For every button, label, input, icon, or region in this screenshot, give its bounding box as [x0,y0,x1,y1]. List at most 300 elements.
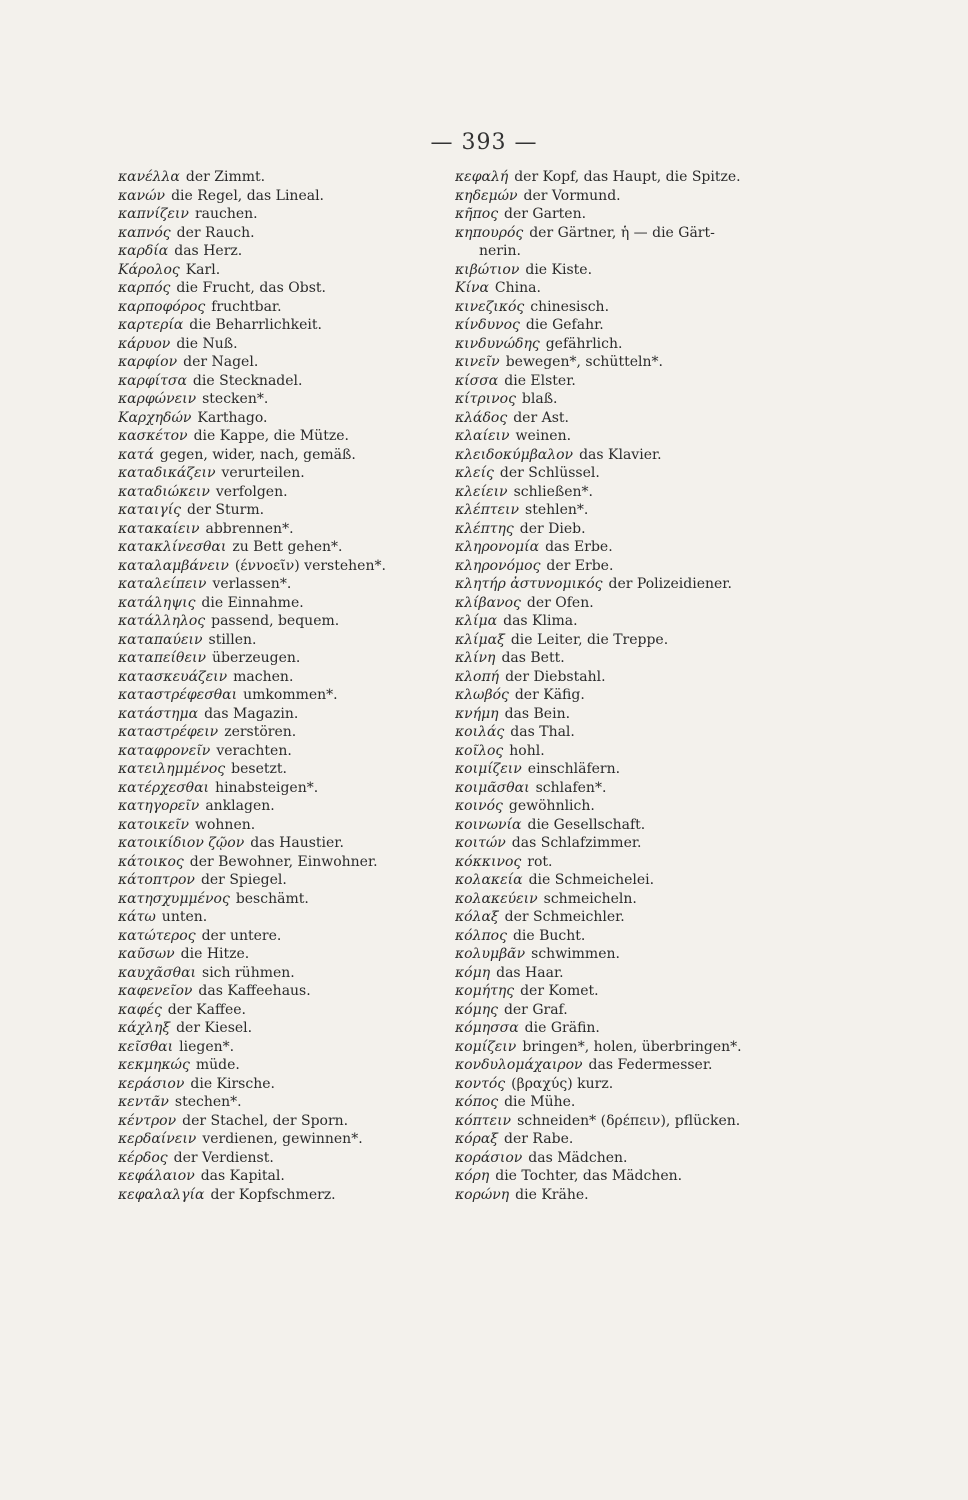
dictionary-entry [455,907,815,926]
german-translation: der Rabe. [504,1131,574,1147]
greek-term: κατασκευάζειν [118,668,228,685]
dictionary-entry [455,981,815,1000]
german-translation: rot. [527,853,553,870]
german-translation: schlafen*. [535,779,607,796]
german-translation: unten. [161,909,208,925]
german-translation: müde. [195,1057,240,1073]
dictionary-entry [118,519,468,538]
greek-term: κέντρον [118,1112,177,1129]
left-column [118,167,468,1203]
greek-term: κατοικεῖν [118,816,189,833]
greek-term: κατάστημα [118,705,199,722]
dictionary-entry [118,1018,468,1037]
dictionary-entry [455,500,815,519]
german-translation: der Verdienst. [173,1149,274,1166]
dictionary-entry [118,630,468,649]
german-translation: der Zimmt. [185,169,266,185]
german-translation: hinabsteigen*. [215,779,319,796]
german-translation: das Kapital. [200,1168,285,1184]
greek-term: κανέλλα [118,169,180,185]
dictionary-entry [118,778,468,797]
german-translation: gegen, wider, nach, gemäß. [159,446,356,463]
greek-term: κατακλίνεσθαι [118,539,227,555]
german-translation: das Mädchen. [528,1149,628,1166]
dictionary-entry [118,556,468,575]
german-translation: der Komet. [520,983,599,999]
dictionary-entry [118,241,468,260]
greek-term: καυχᾶσθαι [118,964,197,981]
german-translation: das Thal. [510,724,575,740]
german-translation: der untere. [201,927,282,944]
german-translation: der Diebstahl. [505,668,606,685]
greek-term: κορώνη [455,1186,510,1203]
greek-term: κηπουρός [455,224,524,241]
dictionary-entry [118,408,468,427]
greek-term: κόπτειν [455,1112,512,1129]
german-translation: machen. [233,668,294,685]
greek-term: καταφρονεῖν [118,742,211,759]
greek-term: κοιμᾶσθαι [455,779,530,796]
german-translation: das Klavier. [579,446,662,463]
dictionary-entry [455,241,815,260]
german-translation: die Einnahme. [201,594,304,611]
dictionary-entry [118,722,468,741]
greek-term: κνήμη [455,705,499,722]
dictionary-entry [118,334,468,353]
greek-term: κόλαξ [455,909,499,925]
german-translation: das Magazin. [204,705,299,722]
dictionary-entry [455,926,815,945]
german-translation: blaß. [521,391,558,407]
right-column [455,167,815,1203]
greek-term: κομήτης [455,983,515,999]
german-translation: das Schlafzimmer. [511,835,642,851]
greek-term: καῦσων [118,946,175,962]
german-translation: schließen*. [513,483,593,500]
greek-term: κοντός [455,1075,506,1092]
german-translation: die Elster. [504,372,576,389]
german-translation: stillen. [208,631,257,648]
german-translation: das Bett. [501,650,565,666]
german-translation: die Krähe. [515,1186,589,1203]
greek-term: κατάληψις [118,594,196,611]
dictionary-entry [455,944,815,963]
greek-term: Κίνα [455,280,489,296]
greek-term: κεκμηκώς [118,1057,190,1073]
greek-term: κόμησσα [455,1020,519,1036]
german-translation: nerin. [479,243,521,259]
german-translation: der Vormund. [523,187,621,204]
german-translation: der Schmeichler. [504,909,625,925]
greek-term: κλίμα [455,613,498,629]
greek-term: κινεζικός [455,298,525,315]
greek-term: Κάρολος [118,261,180,278]
german-translation: der Ofen. [526,594,594,611]
greek-term: κινεῖν [455,354,500,370]
greek-term: κόμη [455,964,491,981]
greek-term: κεντᾶν [118,1094,169,1110]
greek-term: κεφαλαλγία [118,1186,205,1203]
greek-term: κλαίειν [455,428,510,444]
german-translation: stehlen*. [525,502,589,518]
german-translation: die Gesellschaft. [527,816,646,833]
german-translation: der Kopf, das Haupt, die Spitze. [514,169,741,185]
dictionary-entry [455,1074,815,1093]
greek-term: κατησχυμμένος [118,890,230,907]
dictionary-entry [455,389,815,408]
dictionary-entry [455,852,815,871]
dictionary-entry [118,944,468,963]
greek-term: κεφαλή [455,169,509,185]
german-translation: verdienen, gewinnen*. [202,1131,363,1147]
german-translation: der Dieb. [519,520,586,537]
german-translation: die Kappe, die Mütze. [193,428,349,444]
dictionary-entry [118,204,468,223]
dictionary-entry [455,1018,815,1037]
greek-term: καταστρέφεσθαι [118,687,238,703]
dictionary-entry [118,1111,468,1130]
greek-term: κατάλληλος [118,613,206,629]
greek-term: καταπείθειν [118,650,206,666]
dictionary-entry [118,833,468,852]
greek-term: κῆπος [455,206,499,222]
german-translation: der Ast. [513,409,569,426]
german-translation: der Nagel. [183,354,259,370]
dictionary-entry [118,260,468,279]
dictionary-entry [455,963,815,982]
german-translation: schneiden* (δρέπειν), pflücken. [517,1112,741,1129]
greek-term: καταλείπειν [118,576,207,592]
german-translation: die Gräfin. [524,1020,600,1036]
german-translation: chinesisch. [530,298,610,315]
dictionary-entry [118,1000,468,1019]
dictionary-entry [455,741,815,760]
greek-term: κινδυνώδης [455,335,540,352]
dictionary-entry [455,1185,815,1204]
dictionary-entry [455,796,815,815]
german-translation: die Gefahr. [525,317,604,333]
german-translation: die Regel, das Lineal. [171,187,324,204]
greek-term: κάχληξ [118,1020,171,1036]
dictionary-entry [118,648,468,667]
dictionary-entry [455,463,815,482]
greek-term: κόρη [455,1168,490,1184]
greek-term: κλίβανος [455,594,521,611]
dictionary-entry [118,1092,468,1111]
german-translation: bewegen*, schütteln*. [505,354,663,370]
greek-term: κληρονόμος [455,557,541,574]
german-translation: das Federmesser. [588,1057,713,1073]
greek-term: κέρδος [118,1149,168,1166]
greek-term: κλέπτης [455,520,514,537]
german-translation: (έννοεῖν) verstehen*. [234,557,386,574]
german-translation: die Kiste. [525,261,593,278]
german-translation: rauchen. [194,206,258,222]
dictionary-entry [455,611,815,630]
greek-term: κατέρχεσθαι [118,779,210,796]
dictionary-entry [118,1074,468,1093]
greek-term: κλάδος [455,409,508,426]
greek-term: κολακεία [455,872,523,888]
greek-term: κλειδοκύμβαλον [455,446,574,463]
german-translation: besetzt. [231,761,287,777]
greek-term: κλίνη [455,650,496,666]
greek-term: κοιμίζειν [455,761,522,777]
greek-term: κασκέτον [118,428,188,444]
dictionary-entry [455,1111,815,1130]
greek-term: κληρονομία [455,539,540,555]
greek-term: κλωβός [455,687,509,703]
dictionary-entry [455,297,815,316]
german-translation: gewöhnlich. [508,798,595,814]
greek-term: κοιτών [455,835,506,851]
dictionary-entry [455,1129,815,1148]
german-translation: der Kopfschmerz. [210,1186,336,1203]
german-translation: der Polizeidiener. [608,576,732,592]
dictionary-entry [118,1129,468,1148]
german-translation: weinen. [515,428,572,444]
german-translation: der Rauch. [176,224,255,241]
dictionary-entry [118,907,468,926]
dictionary-entry [455,1000,815,1019]
german-translation: die Nuß. [176,335,238,352]
dictionary-entry [118,223,468,242]
german-translation: (βραχύς) kurz. [511,1075,614,1092]
greek-term: καπνίζειν [118,206,189,222]
german-translation: gefährlich. [545,335,623,352]
dictionary-entry [118,315,468,334]
dictionary-entry [118,981,468,1000]
german-translation: hohl. [509,742,545,759]
dictionary-entry [118,537,468,556]
german-translation: abbrennen*. [205,520,294,537]
german-translation: die Frucht, das Obst. [176,280,326,296]
german-translation: verachten. [216,742,292,759]
dictionary-entry [118,1185,468,1204]
dictionary-entry [118,500,468,519]
dictionary-entry [455,1055,815,1074]
dictionary-entry [455,445,815,464]
german-translation: zu Bett gehen*. [232,539,343,555]
dictionary-entry [455,778,815,797]
greek-term: καρφίτσα [118,372,187,389]
german-translation: die Hitze. [180,946,250,962]
german-translation: wohnen. [195,816,256,833]
dictionary-entry [118,593,468,612]
greek-term: κόπος [455,1094,499,1110]
german-translation: zerstören. [224,724,297,740]
dictionary-entry [118,1148,468,1167]
dictionary-entry [118,926,468,945]
dictionary-entry [455,704,815,723]
dictionary-entry [455,685,815,704]
greek-term: κάρυον [118,335,171,352]
german-translation: der Erbe. [546,557,614,574]
german-translation: stechen*. [174,1094,242,1110]
dictionary-entry [118,685,468,704]
greek-term: κεῖσθαι [118,1038,174,1055]
german-translation: China. [494,280,541,296]
greek-term: καταλαμβάνειν [118,557,229,574]
german-translation: der Stachel, der Sporn. [182,1112,349,1129]
dictionary-entry [118,352,468,371]
greek-term: κλητήρ ἀστυνομικός [455,576,603,592]
german-translation: liegen*. [179,1038,235,1055]
german-translation: verurteilen. [221,465,305,481]
dictionary-entry [455,1166,815,1185]
greek-term: κομίζειν [455,1038,517,1055]
dictionary-entry [118,482,468,501]
dictionary-entry [455,722,815,741]
dictionary-entry [455,223,815,242]
german-translation: die Stecknadel. [192,372,303,389]
german-translation: der Kiesel. [176,1020,253,1036]
german-translation: der Graf. [503,1001,568,1018]
greek-term: κίσσα [455,372,499,389]
german-translation: Karl. [185,261,221,278]
greek-term: κοινωνία [455,816,522,833]
dictionary-entry [455,630,815,649]
greek-term: κοῖλος [455,742,504,759]
dictionary-entry [118,278,468,297]
dictionary-entry [455,278,815,297]
greek-term: κάτοπτρον [118,872,195,888]
german-translation: die Beharrlichkeit. [189,317,322,333]
dictionary-entry [455,889,815,908]
greek-term: κολακεύειν [455,890,538,907]
greek-term: κόμης [455,1001,498,1018]
dictionary-entry [118,889,468,908]
greek-term: καταδιώκειν [118,483,210,500]
greek-term: κατακαίειν [118,520,200,537]
dictionary-entry [118,759,468,778]
greek-term: κοινός [455,798,503,814]
greek-term: κατά [118,446,154,463]
dictionary-entry [118,186,468,205]
dictionary-entry [455,334,815,353]
german-translation: die Kirsche. [190,1075,275,1092]
german-translation: Karthago. [197,409,268,426]
greek-term: κονδυλομάχαιρον [455,1057,583,1073]
greek-term: κλίμαξ [455,631,505,648]
dictionary-entry [455,759,815,778]
german-translation: stecken*. [202,391,269,407]
greek-term: κατηγορεῖν [118,798,200,814]
german-translation: fruchtbar. [211,298,282,315]
greek-term: κατειλημμένος [118,761,226,777]
page-number: — 393 — [430,130,538,155]
greek-term: καρπός [118,280,171,296]
dictionary-entry [455,648,815,667]
greek-term: κάτω [118,909,156,925]
dictionary-entry [118,870,468,889]
german-translation: schwimmen. [531,946,620,962]
dictionary-entry [118,445,468,464]
greek-term: κάτοικος [118,853,184,870]
german-translation: die Tochter, das Mädchen. [495,1168,683,1184]
dictionary-entry [455,167,815,186]
dictionary-entry [455,1148,815,1167]
dictionary-entry [118,297,468,316]
dictionary-entry [455,833,815,852]
dictionary-entry [118,1055,468,1074]
dictionary-entry [118,704,468,723]
german-translation: sich rühmen. [202,964,295,981]
german-translation: verlassen*. [212,576,292,592]
german-translation: das Erbe. [545,539,613,555]
greek-term: καρτερία [118,317,184,333]
dictionary-entry [455,519,815,538]
greek-term: Καρχηδών [118,409,192,426]
dictionary-entry [455,260,815,279]
german-translation: überzeugen. [211,650,301,666]
dictionary-entry [118,963,468,982]
dictionary-entry [118,815,468,834]
german-translation: der Garten. [504,206,587,222]
greek-term: κολυμβᾶν [455,946,526,962]
german-translation: die Leiter, die Treppe. [510,631,669,648]
german-translation: das Bein. [504,705,571,722]
greek-term: κατοικίδιον ζῷον [118,835,245,851]
greek-term: κλοπή [455,668,500,685]
dictionary-entry [455,667,815,686]
greek-term: κηδεμών [455,187,518,204]
german-translation: anklagen. [205,798,275,814]
greek-term: καρφίον [118,354,178,370]
german-translation: beschämt. [235,890,309,907]
german-translation: der Käfig. [514,687,585,703]
dictionary-entry [455,408,815,427]
dictionary-entry [118,611,468,630]
greek-term: κλείειν [455,483,508,500]
dictionary-entry [118,574,468,593]
greek-term: κιβώτιον [455,261,520,278]
dictionary-entry [455,482,815,501]
dictionary-entry [455,815,815,834]
greek-term: καταιγίς [118,502,182,518]
german-translation: der Spiegel. [200,872,287,888]
german-translation: einschläfern. [527,761,621,777]
greek-term: καταδικάζειν [118,465,216,481]
dictionary-entry [118,741,468,760]
greek-term: κλείς [455,465,494,481]
greek-term: καρδία [118,243,169,259]
german-translation: das Kaffeehaus. [198,983,311,999]
german-translation: das Klima. [503,613,578,629]
dictionary-entry [455,870,815,889]
german-translation: der Schlüssel. [499,465,600,481]
greek-term: κεφάλαιον [118,1168,195,1184]
dictionary-entry [455,426,815,445]
greek-term: κερδαίνειν [118,1131,197,1147]
german-translation: die Mühe. [504,1094,576,1110]
greek-term: κίνδυνος [455,317,520,333]
dictionary-entry [118,371,468,390]
dictionary-entry [455,352,815,371]
greek-term: κόλπος [455,927,507,944]
greek-term: κατώτερος [118,927,196,944]
dictionary-entry [455,593,815,612]
dictionary-entry [455,1037,815,1056]
dictionary-entry [118,1037,468,1056]
german-translation: passend, bequem. [211,613,340,629]
dictionary-entry [455,574,815,593]
dictionary-entry [118,463,468,482]
greek-term: κοράσιον [455,1149,523,1166]
greek-term: καταστρέφειν [118,724,219,740]
german-translation: bringen*, holen, überbringen*. [522,1038,742,1055]
greek-term: κλέπτειν [455,502,520,518]
